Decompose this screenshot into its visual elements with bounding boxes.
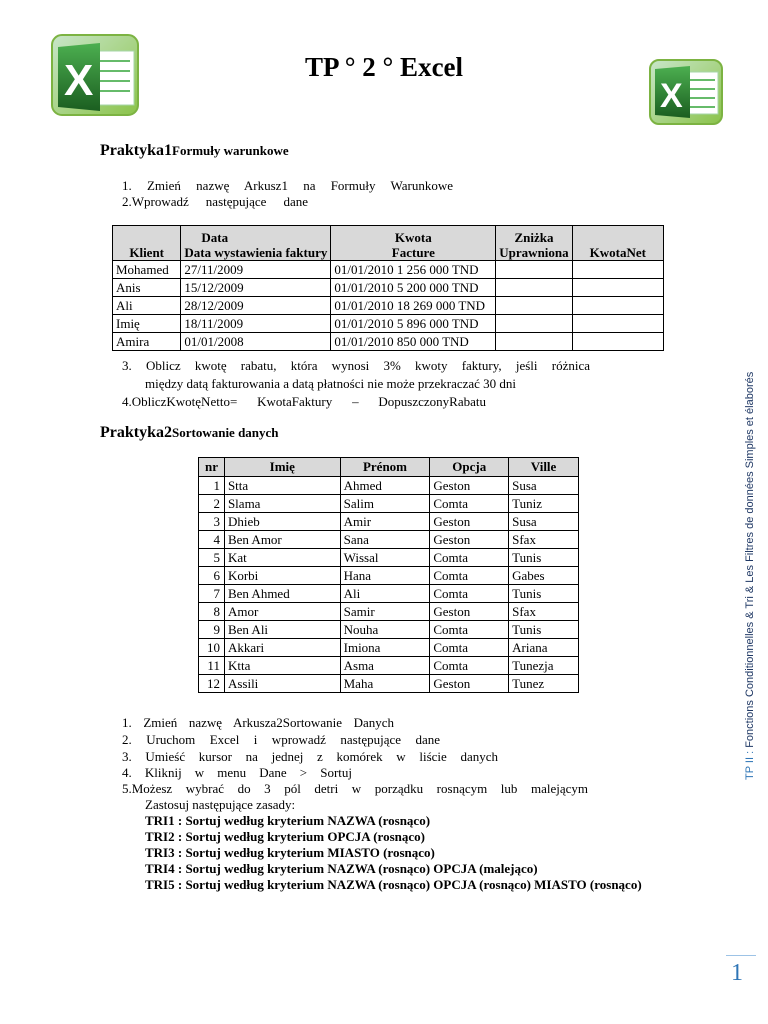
table-cell: Nouha [340,621,430,639]
section1-step4: 4.ObliczKwotęNetto= KwotaFaktury – DopuszczonyRabatu [122,394,486,409]
section2-step: 3. Umieść kursor na jednej z komórek w liście danych [122,749,498,764]
header-kwota: Kwota Facture [331,226,496,261]
table-cell: Ali [340,585,430,603]
rule-item: TRI1 : Sortuj według kryterium NAZWA (rosnąco) [145,813,431,828]
section2-step: 4. Kliknij w menu Dane > Sortuj [122,765,352,780]
table-cell: 10 [199,639,225,657]
table-cell: 7 [199,585,225,603]
table-cell: Comta [430,657,509,675]
table-cell: Ahmed [340,477,430,495]
invoice-table [112,225,664,351]
section2-step: 1. Zmień nazwę Arkusza2Sortowanie Danych [122,715,394,730]
section1-step1: 1. Zmień nazwę Arkusz1 na Formuły Warunkowe [122,178,453,193]
table-cell: Asma [340,657,430,675]
table-cell: 9 [199,621,225,639]
table-cell: 3 [199,513,225,531]
table-cell: 6 [199,567,225,585]
table-cell-klient: Mohamed [113,261,181,279]
table-cell: Dhieb [224,513,340,531]
page-number: 1 [731,960,743,986]
table-cell-net [572,261,663,279]
table-cell: 2 [199,495,225,513]
section1-heading [100,142,289,160]
table-cell-znizka [496,261,572,279]
rules-intro: Zastosuj następujące zasady: [145,797,296,812]
table-cell: Sfax [509,531,579,549]
table-cell: Susa [509,477,579,495]
table-cell: 4 [199,531,225,549]
table-cell: Maha [340,675,430,693]
table-cell-facture: 01/01/2010 5 896 000 TND [331,315,496,333]
svg-text:X: X [660,77,683,115]
table-cell-znizka [496,297,572,315]
table-cell: 11 [199,657,225,675]
invoice-table-header [113,226,664,261]
table-cell-znizka [496,315,572,333]
section1-heading-text: Praktyka1 [100,142,172,159]
section1-step2: 2.Wprowadź następujące dane [122,194,308,209]
rule-item: TRI2 : Sortuj według kryterium OPCJA (rosnąco) [145,829,425,844]
table-cell-facture: 01/01/2010 5 200 000 TND [331,279,496,297]
table-cell-net [572,279,663,297]
table-cell-klient: Ali [113,297,181,315]
section1-subheading: Formuły warunkowe [172,143,289,158]
table-cell-facture: 01/01/2010 18 269 000 TND [331,297,496,315]
table-cell: Ariana [509,639,579,657]
table-row [199,621,579,639]
table-cell-net [572,333,663,351]
table-cell: Sfax [509,603,579,621]
table-cell: Comta [430,549,509,567]
sort-table [198,457,579,693]
table-row [113,261,664,279]
table-cell: Assili [224,675,340,693]
table-cell: Ktta [224,657,340,675]
table-row [199,639,579,657]
table-cell: Comta [430,567,509,585]
table-cell-data: 18/11/2009 [181,315,331,333]
rule-item: TRI5 : Sortuj według kryterium NAZWA (rosnąco) OPCJA (rosnąco) MIASTO (rosnąco) [145,877,642,892]
header-cell: Imię [224,458,340,477]
header-cell: Prénom [340,458,430,477]
section2-step: 2. Uruchom Excel i wprowadź następujące dane [122,732,440,747]
header-kwotanet: KwotaNet [572,226,663,261]
table-row [199,657,579,675]
table-row [199,567,579,585]
table-cell-klient: Anis [113,279,181,297]
header-cell: nr [199,458,225,477]
table-cell: Tunis [509,585,579,603]
table-cell: Korbi [224,567,340,585]
table-cell-data: 01/01/2008 [181,333,331,351]
header-cell: Ville [509,458,579,477]
header-klient: Klient [113,226,181,261]
table-row [113,297,664,315]
section2-heading-text: Praktyka2 [100,424,172,441]
table-cell: Tunez [509,675,579,693]
table-cell: Geston [430,675,509,693]
table-cell: 1 [199,477,225,495]
table-cell: Comta [430,639,509,657]
table-row [199,495,579,513]
table-cell: Comta [430,621,509,639]
table-cell: Tunis [509,549,579,567]
table-cell: Samir [340,603,430,621]
side-vertical-text [744,330,756,780]
table-cell: Ben Ahmed [224,585,340,603]
table-row [199,513,579,531]
section1-step3b: między datą fakturowania a datą płatności nie może przekraczać 30 dni [145,376,517,391]
table-cell-facture: 01/01/2010 850 000 TND [331,333,496,351]
table-cell-klient: Amira [113,333,181,351]
table-cell: Wissal [340,549,430,567]
table-cell: Slama [224,495,340,513]
side-text-body: Fonctions Conditionnelles & Tri & Les Filtres de données Simples et élaborés [744,371,756,748]
sort-table-header [199,458,579,477]
table-cell-facture: 01/01/2010 1 256 000 TND [331,261,496,279]
table-row [113,315,664,333]
section2-heading [100,424,279,442]
table-cell: 5 [199,549,225,567]
table-cell-data: 27/11/2009 [181,261,331,279]
table-cell: Geston [430,531,509,549]
table-row [199,603,579,621]
table-cell: 12 [199,675,225,693]
table-cell: Geston [430,603,509,621]
table-row [199,531,579,549]
table-row [199,585,579,603]
section2-step: 5.Możesz wybrać do 3 pól detri w porządku rosnącym lub malejącym [122,781,588,796]
rule-item: TRI4 : Sortuj według kryterium NAZWA (rosnąco) OPCJA (malejąco) [145,861,538,876]
section2-subheading: Sortowanie danych [172,425,279,440]
table-cell: Hana [340,567,430,585]
table-cell: Imiona [340,639,430,657]
table-cell: 8 [199,603,225,621]
table-cell: Gabes [509,567,579,585]
rule-item: TRI3 : Sortuj według kryterium MIASTO (rosnąco) [145,845,435,860]
table-cell-znizka [496,279,572,297]
table-cell: Amir [340,513,430,531]
table-cell-data: 15/12/2009 [181,279,331,297]
table-cell: Tuniz [509,495,579,513]
header-cell: Opcja [430,458,509,477]
header-znizka: Zniżka Uprawniona [496,226,572,261]
table-cell-klient: Imię [113,315,181,333]
table-cell: Akkari [224,639,340,657]
table-cell: Geston [430,513,509,531]
page-title: TP ° 2 ° Excel [304,52,464,82]
table-row [199,549,579,567]
table-cell: Comta [430,495,509,513]
table-cell: Ben Ali [224,621,340,639]
table-cell-net [572,297,663,315]
side-text-prefix: TP II : [744,747,756,780]
table-cell-data: 28/12/2009 [181,297,331,315]
table-row [199,477,579,495]
table-row [113,333,664,351]
header-data: Data Data wystawienia faktury [181,226,331,261]
table-row [199,675,579,693]
table-cell: Tunis [509,621,579,639]
section1-step3a: 3. Oblicz kwotę rabatu, która wynosi 3% kwoty faktury, jeśli różnica [122,358,590,373]
table-cell: Comta [430,585,509,603]
table-cell: Tunezja [509,657,579,675]
table-cell: Amor [224,603,340,621]
table-cell: Stta [224,477,340,495]
table-row [113,279,664,297]
table-cell: Sana [340,531,430,549]
table-cell: Salim [340,495,430,513]
table-cell: Geston [430,477,509,495]
table-cell: Susa [509,513,579,531]
table-cell: Kat [224,549,340,567]
table-cell-net [572,315,663,333]
table-cell-znizka [496,333,572,351]
table-cell: Ben Amor [224,531,340,549]
svg-text:X: X [64,56,94,105]
